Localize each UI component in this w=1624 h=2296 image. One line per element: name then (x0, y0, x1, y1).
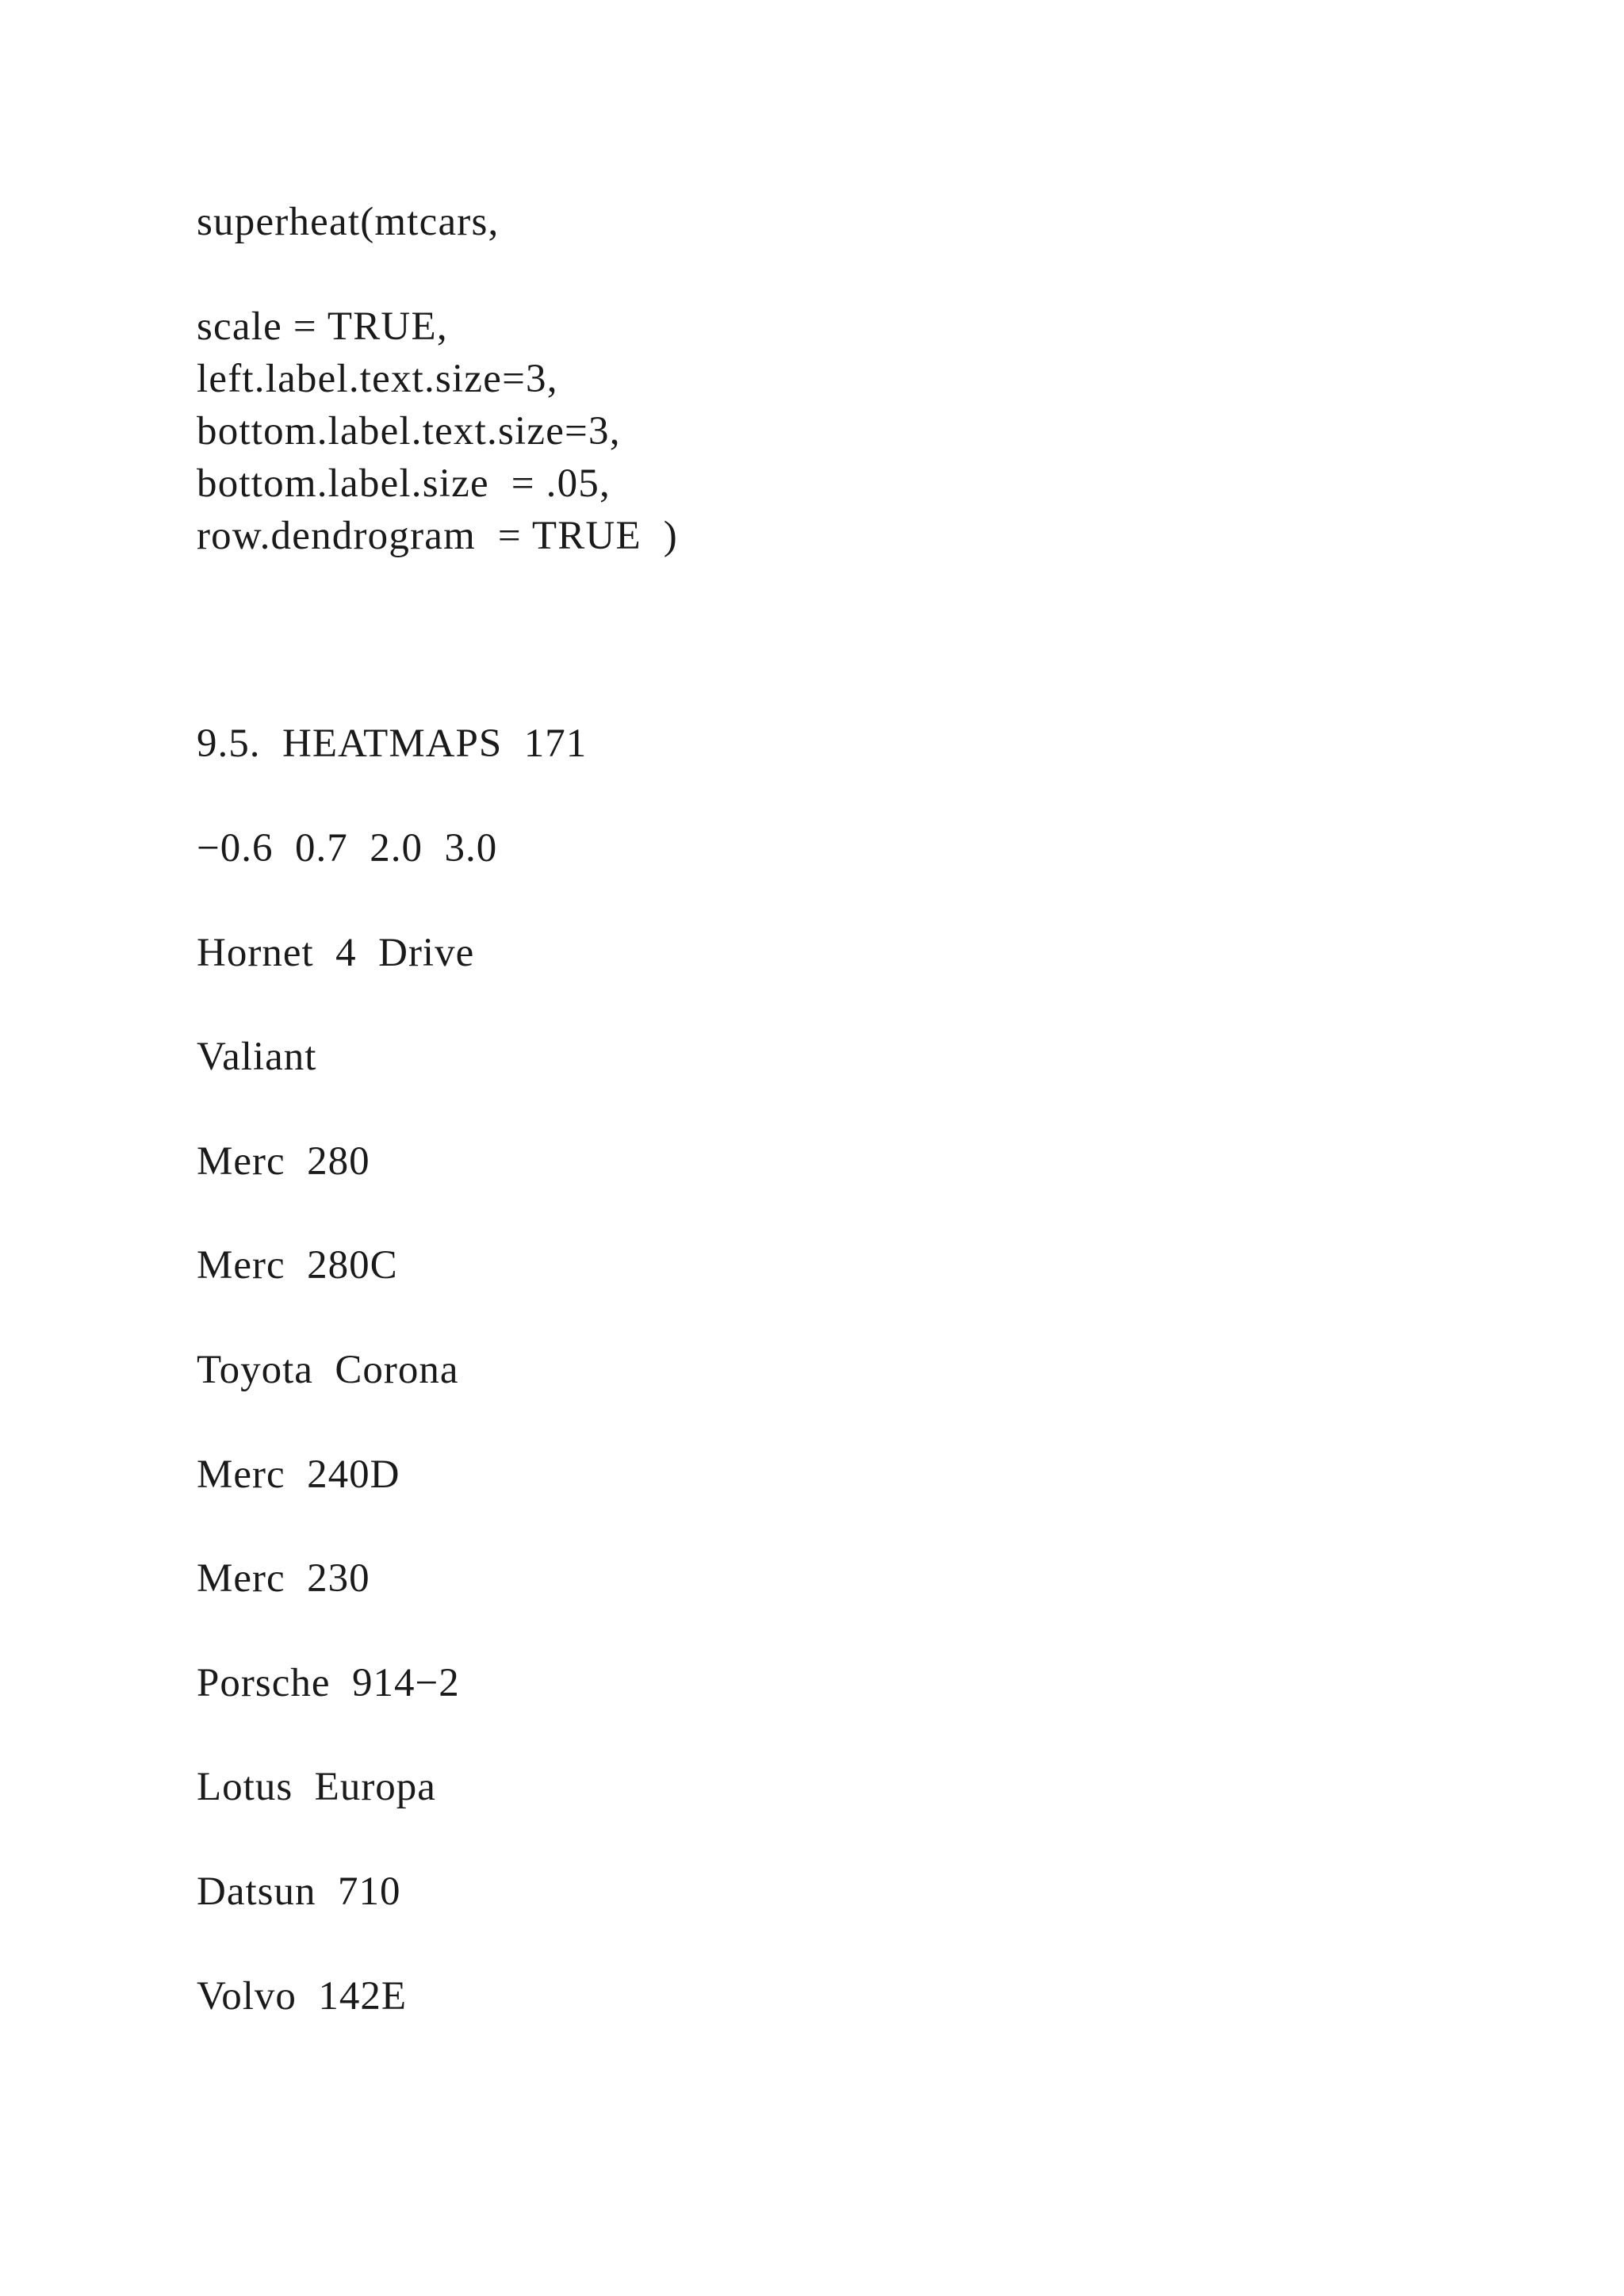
page-header: 9.5. HEATMAPS 171 (197, 721, 588, 766)
row-label: Merc 280C (197, 1243, 398, 1288)
row-label: Porsche 914−2 (197, 1661, 460, 1705)
row-label: Merc 240D (197, 1452, 400, 1497)
code-line-bottom-label-text-size: bottom.label.text.size=3, (197, 409, 621, 453)
code-line-row-dendrogram: row.dendrogram = TRUE ) (197, 514, 678, 558)
row-label: Merc 230 (197, 1556, 370, 1601)
row-label: Toyota Corona (197, 1348, 459, 1392)
code-line-scale: scale = TRUE, (197, 304, 448, 349)
row-label: Datsun 710 (197, 1869, 401, 1914)
row-label: Merc 280 (197, 1139, 370, 1184)
code-line-call: superheat(mtcars, (197, 200, 500, 244)
row-label: Volvo 142E (197, 1974, 408, 2019)
code-line-left-label-size: left.label.text.size=3, (197, 357, 558, 401)
legend-tick-labels: −0.6 0.7 2.0 3.0 (197, 826, 498, 871)
row-label: Valiant (197, 1035, 317, 1079)
code-line-bottom-label-size: bottom.label.size = .05, (197, 461, 611, 506)
row-label: Lotus Europa (197, 1765, 436, 1809)
row-label: Hornet 4 Drive (197, 931, 475, 975)
